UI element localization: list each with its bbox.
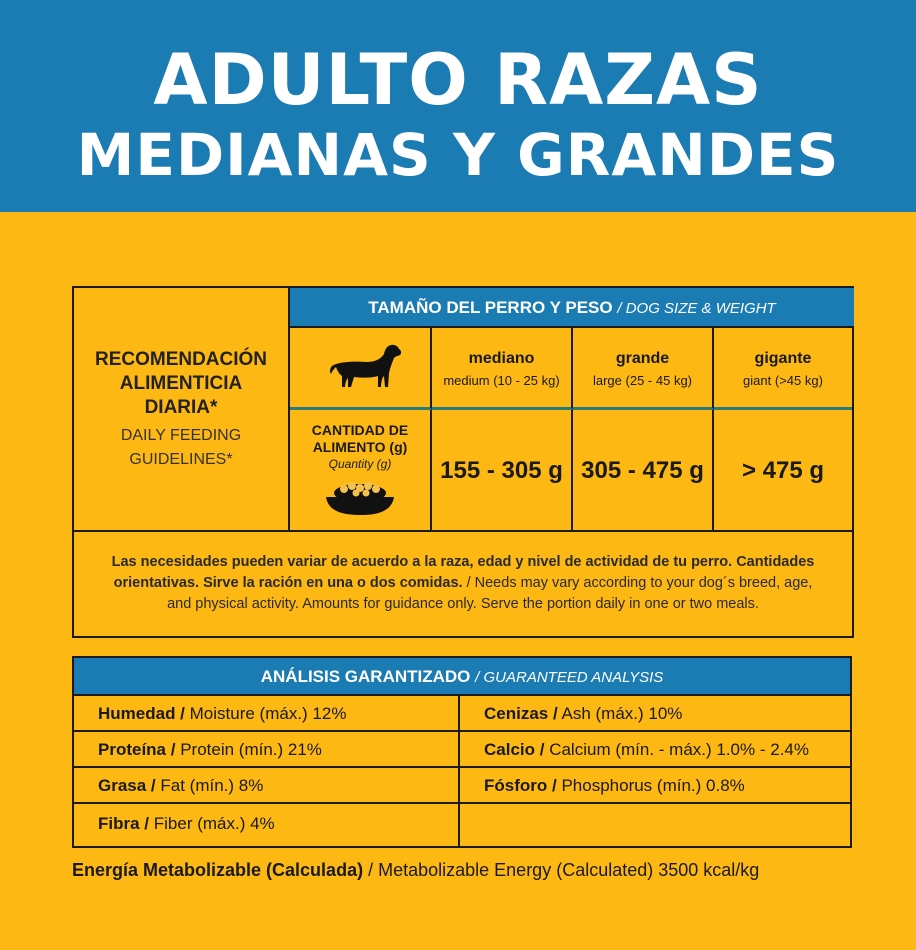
- analysis-table: [72, 656, 852, 848]
- recommendation-en-2: GUIDELINES*: [129, 451, 233, 468]
- analysis-calcium: [460, 732, 850, 768]
- fiber-es: Fibra /: [98, 814, 150, 833]
- recommendation-en-1: DAILY FEEDING: [120, 427, 242, 444]
- fat-es: Grasa /: [98, 776, 156, 795]
- note-es-2: orientativas. Sirve la ración en una o dos comidas.: [113, 575, 463, 591]
- size-medium-es: mediano: [468, 350, 535, 367]
- protein-es: Proteína /: [98, 740, 176, 759]
- fat-en: Fat (mín.) 8%: [160, 776, 264, 795]
- analysis-header-es: ANÁLISIS GARANTIZADO: [260, 667, 471, 686]
- quantity-cell: [290, 410, 432, 532]
- size-medium-en: medium: [443, 373, 490, 388]
- size-large-range: (25 - 45 kg): [625, 373, 693, 388]
- analysis-empty-cell: [460, 804, 850, 846]
- size-header-es: TAMAÑO DEL PERRO Y PESO: [368, 298, 613, 317]
- size-medium-cell: [432, 328, 573, 410]
- size-giant-range: (>45 kg): [774, 373, 823, 388]
- analysis-protein: [74, 732, 460, 768]
- feeding-note: [74, 532, 852, 636]
- recommendation-es-3: DIARIA*: [144, 397, 218, 418]
- protein-en: Protein (mín.) 21%: [180, 740, 322, 759]
- analysis-header-en: / GUARANTEED ANALYSIS: [475, 669, 664, 686]
- page-title-line2: MEDIANAS Y GRANDES: [76, 121, 840, 189]
- note-en-1: / Needs may vary according to your dog´s breed, age,: [466, 575, 813, 591]
- dog-silhouette-icon: [290, 328, 432, 410]
- size-large-en: large: [592, 373, 622, 388]
- header-banner: [0, 0, 916, 212]
- size-large-es: grande: [615, 350, 670, 367]
- calcium-en: Calcium (mín. - máx.) 1.0% - 2.4%: [549, 740, 809, 759]
- dog-icon-cell: [290, 328, 432, 410]
- fiber-en: Fiber (máx.) 4%: [153, 814, 275, 833]
- recommendation-es-1: RECOMENDACIÓN: [94, 349, 268, 370]
- note-es-1: Las necesidades pueden variar de acuerdo a la raza, edad y nivel de actividad de tu perro. Cantidades: [111, 554, 815, 570]
- size-giant-cell: [714, 328, 852, 410]
- phosphorus-es: Fósforo /: [484, 776, 557, 795]
- quantity-en: Quantity (g): [328, 457, 392, 471]
- moisture-es: Humedad /: [98, 704, 185, 723]
- ash-es: Cenizas /: [484, 704, 558, 723]
- analysis-fiber: [74, 804, 460, 846]
- recommendation-cell: [74, 288, 290, 532]
- amount-large: 305 - 475 g: [573, 410, 714, 532]
- size-giant-en: giant: [743, 373, 772, 388]
- analysis-phosphorus: [460, 768, 850, 804]
- phosphorus-en: Phosphorus (mín.) 0.8%: [561, 776, 745, 795]
- size-large-cell: [573, 328, 714, 410]
- amount-medium: 155 - 305 g: [432, 410, 573, 532]
- food-bowl-icon: [320, 475, 400, 519]
- energy-en: / Metabolizable Energy (Calculated) 3500 kcal/kg: [368, 860, 760, 880]
- metabolizable-energy: [72, 856, 862, 884]
- moisture-en: Moisture (máx.) 12%: [189, 704, 347, 723]
- size-header-en: / DOG SIZE & WEIGHT: [617, 300, 776, 317]
- calcium-es: Calcio /: [484, 740, 545, 759]
- analysis-ash: [460, 696, 850, 732]
- quantity-es-2: ALIMENTO (g): [312, 439, 408, 455]
- energy-es: Energía Metabolizable (Calculada): [72, 860, 364, 880]
- analysis-fat: [74, 768, 460, 804]
- quantity-es-1: CANTIDAD DE: [311, 422, 409, 438]
- analysis-header: [74, 658, 850, 696]
- size-medium-range: (10 - 25 kg): [493, 373, 560, 388]
- note-en-2: and physical activity. Amounts for guidance only. Serve the portion daily in one or two meals.: [167, 596, 759, 612]
- ash-en: Ash (máx.) 10%: [561, 704, 683, 723]
- amount-giant: > 475 g: [714, 410, 852, 532]
- recommendation-es-2: ALIMENTICIA: [119, 373, 243, 394]
- size-header: [290, 288, 854, 328]
- size-giant-es: gigante: [754, 350, 812, 367]
- page-title-line1: ADULTO RAZAS: [153, 39, 763, 121]
- analysis-moisture: [74, 696, 460, 732]
- feeding-table: [72, 286, 854, 638]
